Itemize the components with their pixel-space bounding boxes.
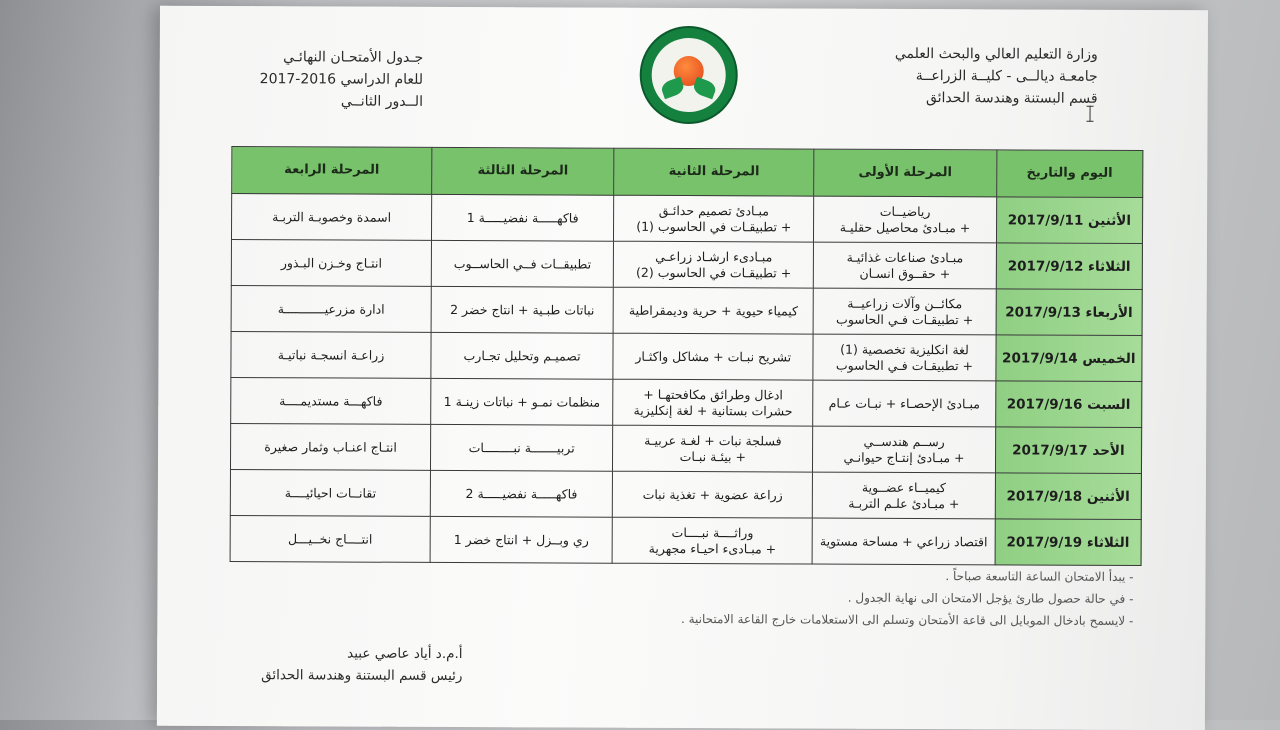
stage-3-subject-cell xyxy=(431,424,613,471)
stage-2-subject-cell xyxy=(614,195,814,242)
academic-year: للعام الدراسي 2016-2017 xyxy=(259,71,424,88)
subject-line: انتــــاج نخــيـــل xyxy=(288,530,373,547)
subject-line: تربيـــــــة نبــــــــات xyxy=(468,439,575,456)
subject-line: منظمات نمـو + نباتات زينـة 1 xyxy=(443,393,601,410)
stage-1-subject-cell xyxy=(814,196,996,243)
stage-4-subject-cell xyxy=(231,240,431,287)
stage-4-subject-cell xyxy=(231,286,431,333)
subject-line: نباتات طبـية + انتاج خضر 2 xyxy=(450,301,595,318)
subject-line: زراعـة انسجـة نباتيـة xyxy=(277,346,385,363)
column-header: المرحلة الثانية xyxy=(614,148,814,196)
university-name: جامعـة ديالــى - كليــة الزراعــة xyxy=(915,68,1098,85)
stage-1-subject-cell xyxy=(812,518,994,565)
stage-4-subject-cell xyxy=(231,378,431,425)
exam-day-cell: السبت 2017/9/16 xyxy=(995,381,1142,428)
column-header: المرحلة الأولى xyxy=(814,149,996,197)
college-logo xyxy=(642,28,736,122)
table-row xyxy=(230,424,1141,474)
subject-line: فاكهـــة مستديمــــة xyxy=(279,392,383,409)
subject-line: كيمياء حيوية + حرية وديمقراطية xyxy=(628,302,799,319)
stage-4-subject-cell xyxy=(231,332,431,379)
subject-line: فسلجة نبات + لغـة عربيـة xyxy=(644,432,782,448)
subject-line: ري وبــزل + انتاج خضر 1 xyxy=(453,531,589,548)
subject-line: لغة انكليزية تخصصية (1) xyxy=(840,341,969,357)
subject-line: وراثــــة نبــــات xyxy=(671,524,754,540)
exam-day-cell: الأثنين 2017/9/18 xyxy=(995,473,1142,520)
subject-line: فاكهـــــة نفضيـــــة 2 xyxy=(465,485,578,502)
table-row xyxy=(230,470,1141,520)
subject-line: زراعة عضوية + تغذية نبات xyxy=(642,486,783,502)
subject-line: اسمدة وخصوبـة التربـة xyxy=(272,208,392,225)
signatory-title: رئيس قسم البستنة وهندسة الحدائق xyxy=(261,667,463,685)
institution-header xyxy=(895,43,1098,110)
table-row xyxy=(231,378,1142,428)
subject-line: + مبـادئ علـم التربـة xyxy=(848,495,960,511)
subject-line: + مبـادىء احيـاء مجهرية xyxy=(648,540,777,556)
subject-line: + تطبيقـات فـي الحاسوب xyxy=(835,357,974,373)
subject-line: مبـادئ تصميم حدائـق xyxy=(658,202,770,218)
subject-line: انتـاج وخـزن البـذور xyxy=(280,254,382,271)
stage-1-subject-cell xyxy=(814,288,996,335)
subject-line: + تطبيقـات في الحاسوب (1) xyxy=(636,218,792,234)
stage-4-subject-cell xyxy=(230,470,430,517)
subject-line: تصميـم وتحليل تجـارب xyxy=(463,347,581,364)
exam-title: جـدول الأمتحـان النهائـي xyxy=(283,49,424,66)
stage-2-subject-cell xyxy=(613,287,813,334)
note-line: - في حالة حصول طارئ يؤجل الامتحان الى نهاية الجدول . xyxy=(847,590,1134,606)
subject-line: + تطبيقـات فـي الحاسوب xyxy=(836,311,974,327)
subject-line: رســم هندســي xyxy=(863,433,945,449)
stage-1-subject-cell xyxy=(813,426,995,473)
subject-line: مبـادئ الإحصـاء + نبـات عـام xyxy=(828,395,980,411)
subject-line: + بيئـة نبـات xyxy=(679,448,746,464)
stage-3-subject-cell xyxy=(430,516,612,563)
stage-3-subject-cell xyxy=(431,378,613,425)
stage-1-subject-cell xyxy=(813,334,995,381)
subject-line: ادغال وطرائق مكافحتهـا + xyxy=(643,386,783,402)
exam-day-cell: الثلاثاء 2017/9/19 xyxy=(995,519,1142,566)
document-page xyxy=(157,6,1208,730)
table-row xyxy=(230,516,1141,566)
column-header: المرحلة الرابعة xyxy=(232,147,432,195)
column-header: اليوم والتاريخ xyxy=(996,150,1143,198)
stage-2-subject-cell xyxy=(613,241,813,288)
subject-line: تقانــات احيائيــــة xyxy=(284,484,377,501)
stage-2-subject-cell xyxy=(612,471,812,518)
stage-1-subject-cell xyxy=(813,472,995,519)
exam-day-cell: الخميس 2017/9/14 xyxy=(995,335,1142,382)
subject-line: اقتصاد زراعي + مساحة مستوية xyxy=(819,533,988,549)
note-line: - يبدأ الامتحان الساعة التاسعة صباحاً . xyxy=(945,569,1134,584)
stage-4-subject-cell xyxy=(230,516,430,563)
exam-day-cell: الثلاثاء 2017/9/12 xyxy=(996,243,1143,290)
stage-2-subject-cell xyxy=(612,517,812,564)
stage-1-subject-cell xyxy=(814,242,996,289)
ministry-name: وزارة التعليم العالي والبحث العلمي xyxy=(894,45,1098,63)
subject-line: فاكهـــــة نفضيـــــة 1 xyxy=(466,209,579,226)
stage-1-subject-cell xyxy=(813,380,995,427)
table-row xyxy=(231,332,1142,382)
department-name: قسم البستنة وهندسة الحدائق xyxy=(925,90,1098,107)
text-cursor-icon xyxy=(1090,106,1093,122)
signature-block xyxy=(261,642,463,687)
subject-line: ادارة مزرعيـــــــــــة xyxy=(277,300,385,317)
stage-3-subject-cell xyxy=(431,332,613,379)
subject-line: مبـادىء ارشـاد زراعـي xyxy=(655,248,773,264)
note-line: - لايسمح بادخال الموبايل الى قاعة الأمتحان وتسلم الى الاستعلامات خارج القاعة الامتحانية . xyxy=(680,611,1134,628)
stage-3-subject-cell xyxy=(432,194,614,241)
table-header-row xyxy=(232,147,1143,198)
exam-schedule-table xyxy=(230,146,1144,566)
subject-line: + مبـادئ إنتـاج حيوانـي xyxy=(843,449,965,465)
stage-2-subject-cell xyxy=(613,425,813,472)
stage-2-subject-cell xyxy=(613,333,813,380)
subject-line: + مبـادئ محاصيل حقليـة xyxy=(839,219,971,235)
table-row xyxy=(231,240,1142,290)
subject-line: انتـاج اعنـاب وثمار صغيرة xyxy=(264,438,397,455)
subject-line: + حقــوق انسـان xyxy=(859,265,951,281)
subject-line: مكائــن وآلات زراعيــة xyxy=(847,295,963,311)
stage-3-subject-cell xyxy=(431,240,613,287)
exam-round: الــدور الثانــي xyxy=(340,93,424,110)
exam-day-cell: الأحد 2017/9/17 xyxy=(995,427,1142,474)
stage-4-subject-cell xyxy=(230,424,430,471)
subject-line: رياضيــات xyxy=(879,203,931,219)
signatory-name: أ.م.د أياد عاصي عبيد xyxy=(347,645,463,663)
exam-day-cell: الأربعاء 2017/9/13 xyxy=(996,289,1143,336)
subject-line: كيميــاء عضــوية xyxy=(861,479,946,495)
subject-line: مبـادئ صناعات غذائيـة xyxy=(846,249,964,265)
stage-2-subject-cell xyxy=(613,379,813,426)
subject-line: حشرات بستانية + لغة إنكليزية xyxy=(633,402,793,418)
exam-notes xyxy=(681,564,1134,632)
stage-4-subject-cell xyxy=(231,194,431,241)
exam-day-cell: الأثنين 2017/9/11 xyxy=(996,197,1143,244)
exam-title-block xyxy=(260,46,424,113)
table-row xyxy=(231,286,1142,336)
subject-line: تشريح نبـات + مشاكل واكثـار xyxy=(635,348,792,364)
stage-3-subject-cell xyxy=(430,470,612,517)
subject-line: + تطبيقـات في الحاسوب (2) xyxy=(636,264,792,280)
table-row xyxy=(231,194,1142,244)
stage-3-subject-cell xyxy=(431,286,613,333)
subject-line: تطبيقــات فــي الحاســوب xyxy=(453,255,592,272)
column-header: المرحلة الثالثة xyxy=(432,147,614,195)
